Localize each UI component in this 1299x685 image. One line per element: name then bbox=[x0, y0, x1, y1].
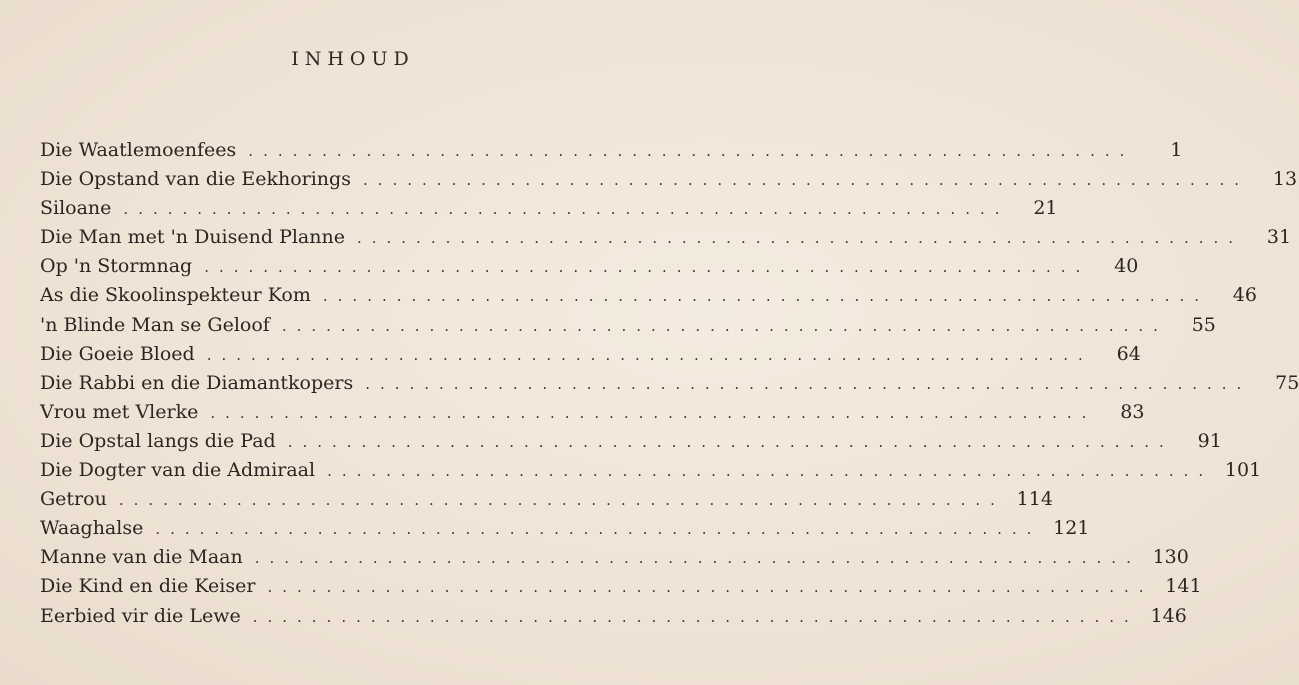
toc-entry bbox=[36, 369, 1299, 398]
toc-entry-page: 91 bbox=[1197, 429, 1222, 452]
toc-entry-title: Die Kind en die Keiser bbox=[40, 575, 256, 598]
toc-entry bbox=[36, 514, 1090, 543]
toc-entry-title: Die Man met 'n Duisend Planne bbox=[40, 226, 345, 249]
toc-entry bbox=[36, 281, 1257, 310]
toc-entry bbox=[36, 223, 1292, 252]
table-of-contents bbox=[36, 136, 1299, 631]
dot-leader: ............................................................ bbox=[118, 491, 1005, 510]
dot-leader: ............................................................ bbox=[362, 171, 1250, 190]
toc-entry-page: 64 bbox=[1116, 342, 1141, 365]
toc-entry bbox=[36, 398, 1145, 427]
toc-entry-page: 21 bbox=[1033, 197, 1058, 220]
dot-leader: ............................................................ bbox=[206, 345, 1093, 364]
toc-entry-title: Die Waatlemoenfees bbox=[40, 139, 237, 161]
toc-entry-title: 'n Blinde Man se Geloof bbox=[40, 313, 270, 336]
toc-entry bbox=[36, 427, 1222, 456]
toc-entry bbox=[36, 485, 1053, 514]
toc-entry bbox=[36, 165, 1298, 194]
toc-entry-page: 101 bbox=[1224, 459, 1262, 482]
toc-entry bbox=[36, 194, 1058, 223]
dot-leader: ............................................................ bbox=[287, 432, 1174, 451]
toc-entry-title: Die Goeie Bloed bbox=[40, 342, 195, 365]
toc-entry-page: 141 bbox=[1165, 575, 1202, 598]
dot-leader: ............................................................ bbox=[248, 142, 1135, 160]
toc-entry-page: 146 bbox=[1150, 604, 1187, 627]
toc-entry bbox=[36, 572, 1202, 601]
toc-entry-title: Waaghalse bbox=[40, 517, 144, 540]
toc-entry-title: Die Opstand van die Eekhorings bbox=[40, 168, 351, 191]
toc-entry bbox=[36, 252, 1139, 281]
toc-entry-title: Getrou bbox=[40, 488, 107, 511]
toc-entry-title: Manne van die Maan bbox=[40, 546, 243, 569]
toc-entry-page: 46 bbox=[1232, 284, 1257, 307]
toc-entry-title: Siloane bbox=[40, 197, 112, 220]
toc-entry-title: Die Opstal langs die Pad bbox=[40, 429, 276, 452]
toc-entry-page: 83 bbox=[1120, 400, 1145, 423]
dot-leader: ............................................................ bbox=[123, 200, 1010, 219]
toc-entry bbox=[36, 602, 1187, 631]
toc-entry-page: 31 bbox=[1266, 226, 1292, 249]
dot-leader: ............................................................ bbox=[281, 316, 1168, 335]
toc-entry bbox=[36, 136, 1183, 165]
toc-entry-title: Die Dogter van die Admiraal bbox=[40, 459, 316, 482]
dot-leader: ............................................................ bbox=[322, 287, 1209, 306]
dot-leader: ............................................................ bbox=[254, 549, 1141, 568]
toc-entry-page: 55 bbox=[1191, 313, 1216, 336]
page-title: INHOUD bbox=[291, 48, 415, 70]
dot-leader: ............................................................ bbox=[327, 462, 1214, 481]
toc-entry-page: 40 bbox=[1114, 255, 1139, 278]
toc-entry-title: As die Skoolinspekteur Kom bbox=[40, 284, 311, 307]
dot-leader: ............................................................ bbox=[204, 258, 1091, 277]
toc-entry bbox=[36, 543, 1189, 572]
toc-entry-title: Vrou met Vlerke bbox=[40, 400, 199, 423]
toc-entry-page: 75 bbox=[1275, 371, 1299, 394]
toc-entry bbox=[36, 311, 1216, 340]
dot-leader: ............................................................ bbox=[210, 403, 1097, 422]
dot-leader: ............................................................ bbox=[267, 578, 1154, 597]
dot-leader: ............................................................ bbox=[155, 520, 1042, 539]
dot-leader: ............................................................ bbox=[252, 607, 1139, 626]
toc-entry-page: 121 bbox=[1053, 517, 1090, 540]
dot-leader: ............................................................ bbox=[365, 374, 1252, 393]
toc-entry-page: 114 bbox=[1016, 488, 1053, 511]
toc-entry-title: Die Rabbi en die Diamantkopers bbox=[40, 371, 354, 394]
toc-entry-page: 130 bbox=[1152, 546, 1189, 569]
dot-leader: ............................................................ bbox=[356, 229, 1244, 248]
toc-entry bbox=[36, 340, 1141, 369]
toc-entry bbox=[36, 456, 1262, 485]
toc-entry-title: Op 'n Stormnag bbox=[40, 255, 193, 278]
toc-entry-title: Eerbied vir die Lewe bbox=[40, 604, 241, 627]
toc-entry-page: 13 bbox=[1272, 168, 1298, 191]
toc-entry-page: 1 bbox=[1170, 139, 1183, 161]
